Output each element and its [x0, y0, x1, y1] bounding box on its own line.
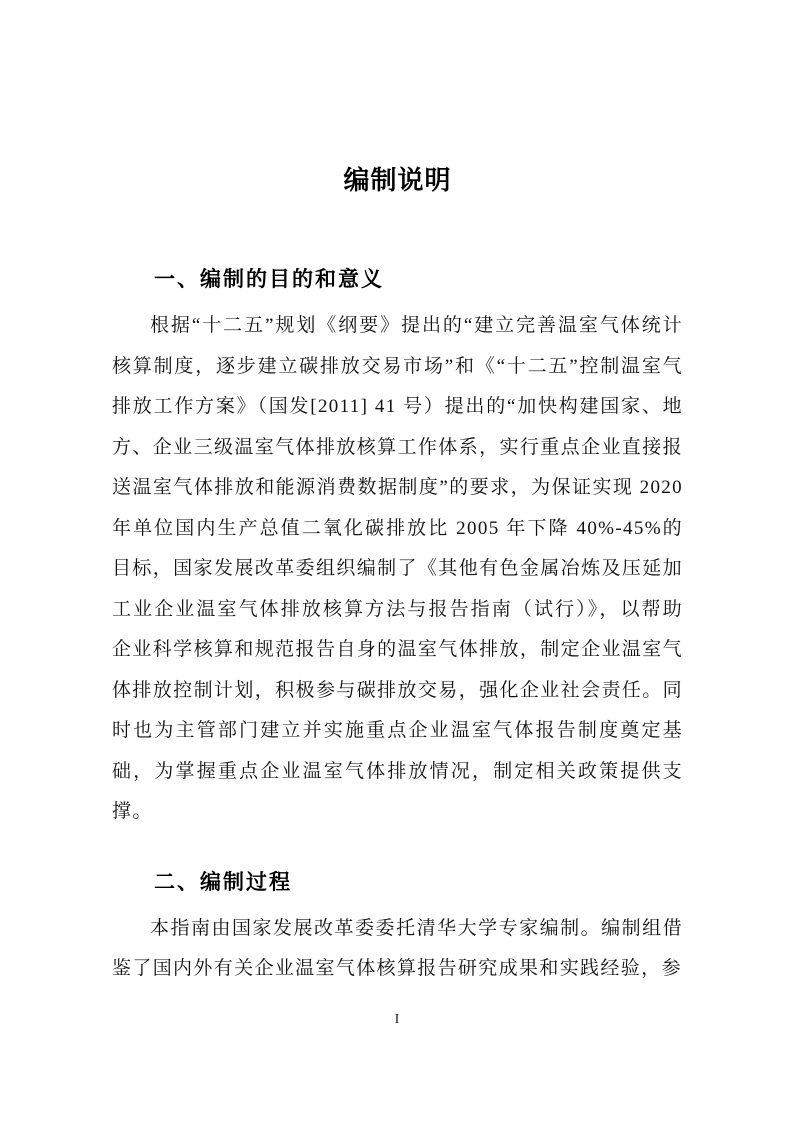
- page-footer: [0, 1010, 794, 1030]
- section-heading-process: 二、编制过程: [154, 870, 292, 894]
- page-number: I: [394, 1012, 400, 1027]
- section-heading-purpose: 一、编制的目的和意义: [154, 268, 384, 291]
- paragraph-process: 本指南由国家发展改革委委托清华大学专家编制。编制组借鉴了国内外有关企业温室气体核算报告研究成果和实践经验，参: [112, 917, 683, 979]
- document-title: 编制说明: [343, 165, 452, 195]
- section-process: [112, 869, 683, 990]
- section-purpose: [112, 266, 683, 833]
- paragraph-purpose: 根据“十二五”规划《纲要》提出的“建立完善温室气体统计核算制度，逐步建立碳排放交易市场”和《“十二五”控制温室气排放工作方案》（国发[2011] 41 号）提出的“加快构建国家、地方、企业三级温室气体排放核算工作体系，实行重点企业直接报送温室气体排放和能源消费数据制度”的要求，为保证实现 2020 年单位国内生产总值二氧化碳排放比 2005 年下降 40%-45%的目标，国家发展改革委组织编制了《其他有色金属冶炼及压延加工业企业温室气体排放核算方法与报告指南（试行）》，以帮助企业科学核算和规范报告自身的温室气体排放，制定企业温室气体排放控制计划，积极参与碳排放交易，强化企业社会责任。同时也为主管部门建立并实施重点企业温室气体报告制度奠定基础，为掌握重点企业温室气体排放情况，制定相关政策提供支撑。: [112, 315, 683, 822]
